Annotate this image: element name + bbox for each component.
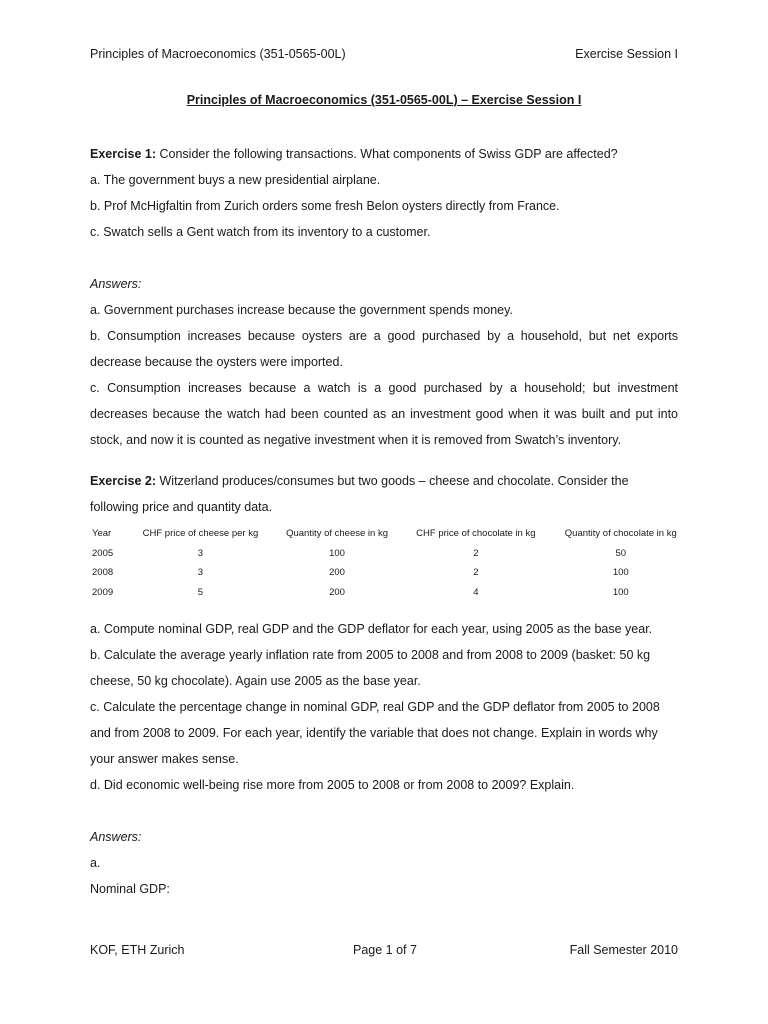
cell-cheese-price: 3 [197,547,204,559]
exercise-2-intro-text: Witzerland produces/consumes but two goods – cheese and chocolate. Consider the following price and quantity data. [90,474,629,514]
cell-year: 2008 [92,567,114,578]
col-cheese-quantity: Quantity of cheese in kg [286,528,388,539]
exercise-1-question-text: Consider the following transactions. What components of Swiss GDP are affected? [156,147,618,161]
table-row [86,583,691,603]
cell-cheese-quantity: 100 [329,547,345,559]
exercise-1-item-c: c. Swatch sells a Gent watch from its inventory to a customer. [90,225,431,239]
cell-chocolate-quantity: 100 [612,567,629,578]
exercise-2-intro [90,468,678,520]
page-header [90,47,678,61]
cell-chocolate-price: 2 [473,547,479,559]
col-chocolate-quantity: Quantity of chocolate in kg [564,528,677,539]
exercise-1-item-b: b. Prof McHigfaltin from Zurich orders some fresh Belon oysters directly from France. [90,199,560,213]
exercise-2-question-d: d. Did economic well-being rise more from 2005 to 2008 or from 2008 to 2009? Explain. [90,778,575,792]
cell-year: 2005 [92,547,114,559]
exercise-1 [90,141,678,453]
cell-cheese-quantity: 200 [329,567,345,578]
exercise-1-answer-a: a. Government purchases increase because the government spends money. [90,303,513,317]
table-row [86,563,691,583]
document-title: Principles of Macroeconomics (351-0565-00L) – Exercise Session I [186,93,582,107]
exercise-2-question-b: b. Calculate the average yearly inflation rate from 2005 to 2008 and from 2008 to 2009 (basket: 50 kg cheese, 50 kg chocolate). Again use 2005 as the base year. [90,648,651,688]
exercise-2 [90,468,678,902]
price-quantity-table [86,524,691,602]
exercise-1-label: Exercise 1: [90,147,157,161]
cell-year: 2009 [92,586,114,598]
exercise-2-answer-a-label: a. [90,856,101,870]
header-course-title: Principles of Macroeconomics (351-0565-00L) [90,47,346,61]
header-session: Exercise Session I [575,47,678,61]
exercise-1-answer-c: c. Consumption increases because a watch is a good purchased by a household; but investment decreases because the watch had been counted as an investment good when it was built and put into stock, and now it is counted as negative investment when it is removed from Swatch’s inventory. [90,381,678,447]
document-body [90,141,678,902]
exercise-1-question [90,141,678,167]
cell-chocolate-quantity: 100 [612,586,629,598]
exercise-2-question-c: c. Calculate the percentage change in nominal GDP, real GDP and the GDP deflator from 2005 to 2008 and from 2008 to 2009. For each year, identify the variable that does not change. Explain in words why your answer makes sense. [90,700,660,766]
cell-cheese-price: 3 [197,567,204,578]
page-number: Page 1 of 7 [353,943,417,957]
exercise-1-item-a: a. The government buys a new presidential airplane. [90,173,381,187]
cell-chocolate-quantity: 50 [615,547,627,559]
nominal-gdp-label: Nominal GDP: [90,882,170,896]
cell-chocolate-price: 2 [473,567,479,578]
exercise-2-answers-label: Answers: [90,830,142,844]
exercise-2-question-a: a. Compute nominal GDP, real GDP and the GDP deflator for each year, using 2005 as the base year. [90,622,653,636]
col-chocolate-price: CHF price of chocolate in kg [416,528,536,539]
table-row [86,544,691,564]
table-header-row [86,524,691,544]
cell-cheese-quantity: 200 [329,586,345,598]
footer-institution: KOF, ETH Zurich [90,943,185,957]
page-footer [90,943,678,957]
exercise-1-answers-label: Answers: [90,277,142,291]
col-year: Year [92,528,112,539]
exercise-2-label: Exercise 2: [90,474,157,488]
exercise-1-answer-b: b. Consumption increases because oysters are a good purchased by a household, but net exports decrease because the oysters were imported. [90,329,678,369]
footer-semester: Fall Semester 2010 [569,943,678,957]
cell-cheese-price: 5 [197,586,204,598]
col-cheese-price: CHF price of cheese per kg [142,528,259,539]
cell-chocolate-price: 4 [473,586,479,598]
